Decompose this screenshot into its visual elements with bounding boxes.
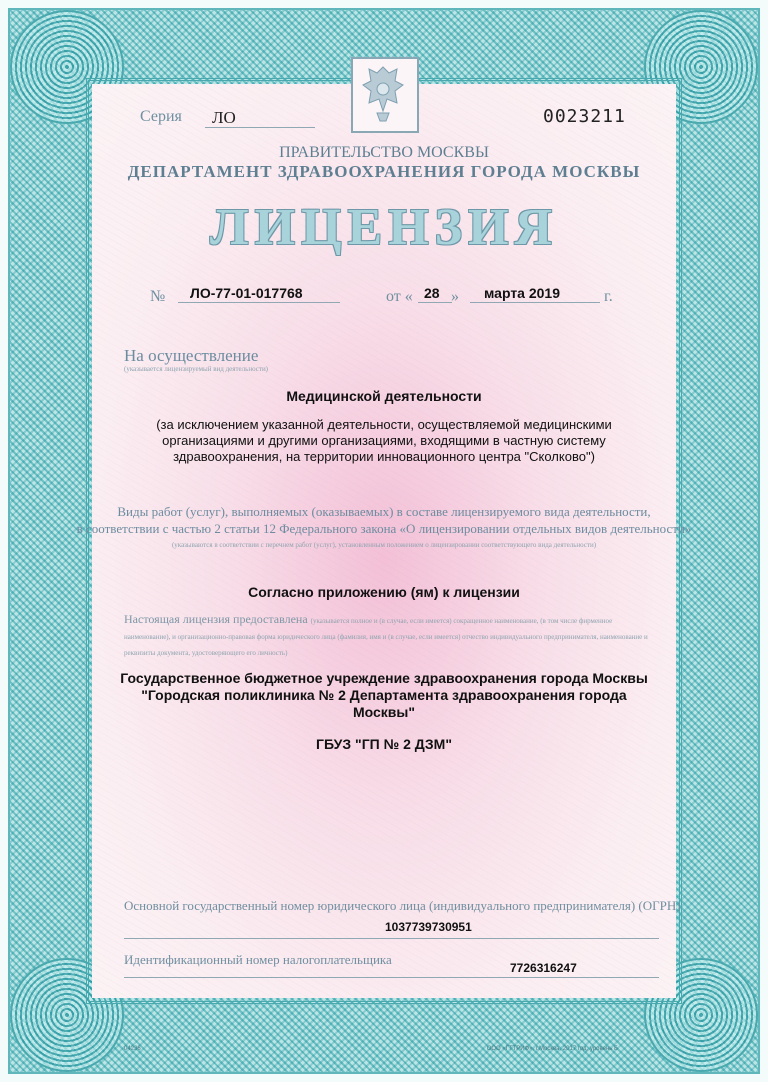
inn-label: Идентификационный номер налогоплательщика [124,952,392,967]
activity-value: Медицинской деятельности [286,388,482,404]
number-label: № [150,288,166,305]
organization-full-name: Государственное бюджетное учреждение здравоохранения города Москвы "Городская поликлиника № 2 Департамента здравоохранения города Москвы" [120,670,648,720]
government-name: ПРАВИТЕЛЬСТВО МОСКВЫ [279,144,489,161]
year-suffix: г. [604,288,613,305]
series-underline [205,127,315,128]
work-types-value: Согласно приложению (ям) к лицензии [248,584,520,600]
ogrn-value: 1037739730951 [385,920,472,934]
license-number: ЛО-77-01-017768 [190,285,303,301]
inn-underline [124,977,659,978]
ogrn-underline [124,938,659,939]
license-day: 28 [424,285,440,301]
work-types-text [0,503,768,537]
work-types-sublabel: (указываются в соответствии с перечнем работ (услуг), установленным положением о лицензировании соответствующего вида деятельности) [171,541,597,549]
work-types-line-1: Виды работ (услуг), выполняемых (оказываемых) в составе лицензируемого вида деятельности, [117,504,651,519]
document-title: ЛИЦЕНЗИЯ [209,199,559,256]
date-quote-close: » [451,288,459,305]
coat-of-arms-emblem [351,57,419,133]
grantee-small-text: (указывается полное и (в случае, если имеется) сокращенное наименование, (в том числе фирменное наименование), и организационно-правовая форма юридического лица (фамилия, имя и (в случае, если имеется) отчество индивидуального предпринимателя, наименование и реквизиты документа, удостоверяющего его личность) [124,617,648,657]
series-value: ЛО [212,108,236,127]
series-label: Серия [140,108,182,125]
day-underline [418,302,452,303]
form-code: 04236 [124,1046,141,1052]
work-types-line-2: в соответствии с частью 2 статьи 12 Федерального закона «О лицензировании отдельных видов деятельности» [76,521,692,536]
grantee-label: Настоящая лицензия предоставлена [124,612,308,626]
organization-short-name: ГБУЗ "ГП № 2 ДЗМ" [316,736,452,752]
printer-info: ООО «ГТТРИФ», г.Москва, 2017 год, уровень Б [486,1046,618,1052]
month-underline [470,302,600,303]
serial-number: 0023211 [543,106,626,127]
license-month-year: марта 2019 [484,285,561,301]
inn-value: 7726316247 [510,961,577,975]
ogrn-label: Основной государственный номер юридического лица (индивидуального предпринимателя) (ОГРН) [124,898,681,913]
activity-note: (за исключением указанной деятельности, осуществляемой медицинскими организациями и другими организациями, входящими в частную систему здравоохранения, на территории инновационного центра "Сколково") [156,417,612,464]
number-underline [178,302,340,303]
date-from-label: от « [386,288,413,305]
department-name: ДЕПАРТАМЕНТ ЗДРАВООХРАНЕНИЯ ГОРОДА МОСКВЫ [127,162,641,181]
activity-label: На осуществление [124,346,259,365]
activity-sublabel: (указывается лицензируемый вид деятельности) [124,365,269,373]
grantee-block [124,612,659,660]
